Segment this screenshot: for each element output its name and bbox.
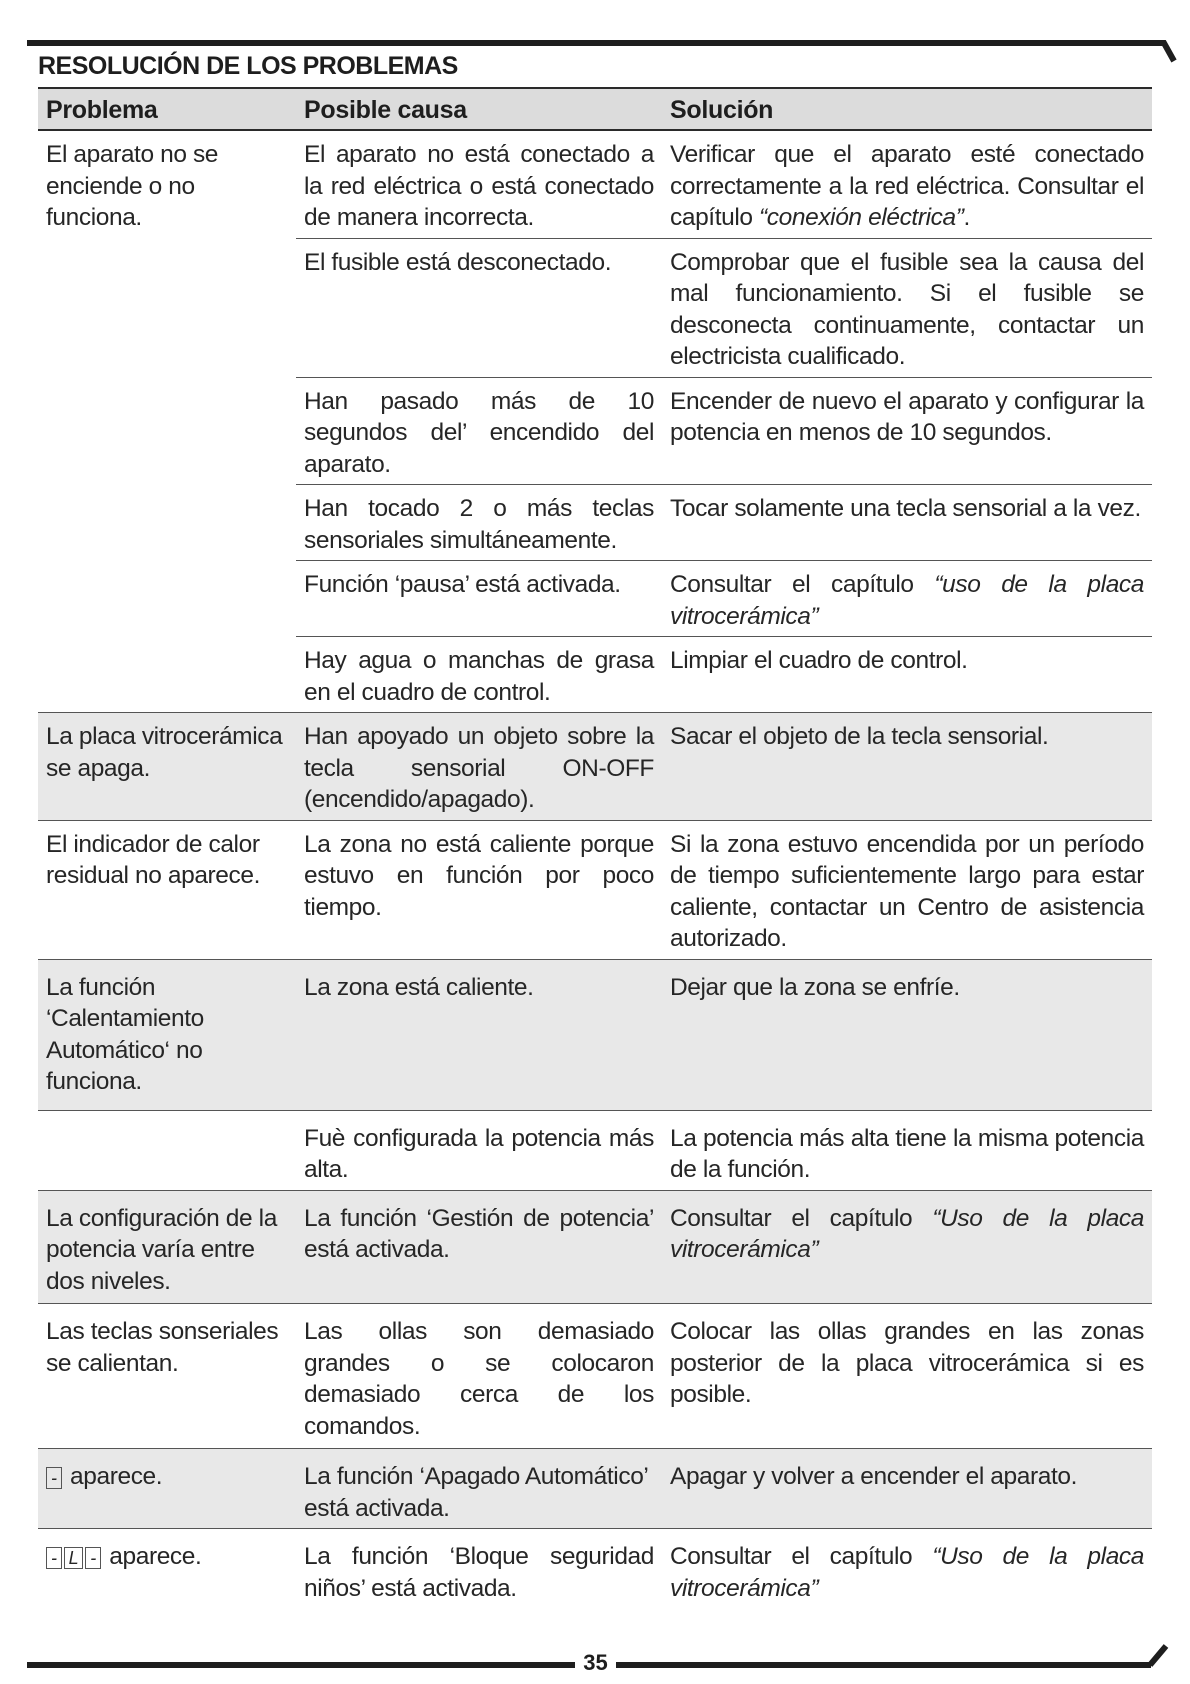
- top-corner-hook: [1138, 37, 1178, 67]
- table-row: [38, 1304, 1152, 1449]
- solution-cell: Consultar el capítulo “Uso de la placa vitrocerámica”: [670, 1543, 1144, 1602]
- cause-cell: La función ‘Bloque seguridad niños’ está activada.: [304, 1543, 654, 1602]
- cause-cell: Han pasado más de 10 segundos del’ encendido del aparato.: [296, 377, 662, 485]
- problem-cell: - L - aparece.: [38, 1529, 296, 1609]
- table-row: [38, 1110, 1152, 1190]
- solution-cell: Comprobar que el fusible sea la causa del mal funcionamiento. Si el fusible se desconecta continuamente, contactar un electricista cualificado.: [662, 238, 1152, 377]
- cause-cell: La función ‘Gestión de potencia’ está activada.: [296, 1190, 662, 1304]
- solution-cell: Sacar el objeto de la tecla sensorial.: [662, 713, 1152, 821]
- display-dash-icon: -: [46, 1467, 62, 1489]
- problem-cell: La placa vitrocerámica se apaga.: [38, 713, 296, 821]
- cause-cell: El aparato no está conectado a la red eléctrica o está conectado de manera incorrecta.: [296, 130, 662, 238]
- page-number: 35: [583, 1650, 608, 1675]
- display-dash-icon: -: [85, 1547, 101, 1569]
- problem-cell: El aparato no se enciende o no funciona.: [38, 130, 296, 713]
- solution-cell: Tocar solamente una tecla sensorial a la vez.: [662, 485, 1152, 561]
- header-problem: Problema: [38, 88, 296, 130]
- troubleshooting-table: [38, 87, 1152, 1608]
- solution-cell: Dejar que la zona se enfríe.: [662, 959, 1152, 1110]
- problem-cell: - aparece.: [38, 1449, 296, 1529]
- cause-cell: Las ollas son demasiado grandes o se colocaron demasiado cerca de los comandos.: [296, 1304, 662, 1449]
- table-row: [38, 713, 1152, 821]
- table-row: [38, 130, 1152, 238]
- top-rule: [27, 40, 1164, 46]
- bottom-corner-hook: [1148, 1640, 1170, 1670]
- solution-cell: Encender de nuevo el aparato y configurar la potencia en menos de 10 segundos.: [662, 377, 1152, 485]
- cause-cell: Fuè configurada la potencia más alta.: [296, 1110, 662, 1190]
- cause-cell: La función ‘Apagado Automático’ está activada.: [296, 1449, 662, 1529]
- header-cause: Posible causa: [296, 88, 662, 130]
- problem-cell: Las teclas sonseriales se calientan.: [38, 1304, 296, 1449]
- solution-cell: Consultar el capítulo “Uso de la placa vitrocerámica”: [662, 1190, 1152, 1304]
- solution-cell: Verificar que el aparato esté conectado correctamente a la red eléctrica. Consultar el capítulo “conexión eléctrica”.: [662, 130, 1152, 238]
- header-solution: Solución: [662, 88, 1152, 130]
- table-row: [38, 820, 1152, 959]
- cause-cell: Hay agua o manchas de grasa en el cuadro de control.: [296, 637, 662, 713]
- page-title: RESOLUCIÓN DE LOS PROBLEMAS: [38, 52, 458, 80]
- table-row: [38, 959, 1152, 1110]
- table-header-row: [38, 88, 1152, 130]
- cause-cell: Función ‘pausa’ está activada.: [296, 561, 662, 637]
- bottom-rule-right: [616, 1662, 1151, 1668]
- table-row: [38, 1190, 1152, 1304]
- solution-cell: La potencia más alta tiene la misma potencia de la función.: [662, 1110, 1152, 1190]
- bottom-rule-left: [27, 1662, 575, 1668]
- problem-cell: La configuración de la potencia varía entre dos niveles.: [38, 1190, 296, 1304]
- solution-cell: Si la zona estuvo encendida por un período de tiempo suficientemente largo para estar caliente, contactar un Centro de asistencia autorizado.: [662, 820, 1152, 959]
- cause-cell: El fusible está desconectado.: [296, 238, 662, 377]
- table-row: [38, 1529, 1152, 1609]
- cause-cell: Han apoyado un objeto sobre la tecla sensorial ON-OFF (encendido/apagado).: [296, 713, 662, 821]
- solution-cell: Limpiar el cuadro de control.: [662, 637, 1152, 713]
- problem-cell-empty: [38, 1110, 296, 1190]
- table-row: [38, 1449, 1152, 1529]
- solution-cell: Colocar las ollas grandes en las zonas posterior de la placa vitrocerámica si es posible.: [662, 1304, 1152, 1449]
- solution-cell: Consultar el capítulo “uso de la placa vitrocerámica”: [662, 561, 1152, 637]
- cause-cell: La zona no está caliente porque estuvo en función por poco tiempo.: [296, 820, 662, 959]
- problem-cell: El indicador de calor residual no aparece.: [38, 820, 296, 959]
- display-dash-icon: -: [46, 1547, 62, 1569]
- cause-cell: Han tocado 2 o más teclas sensoriales simultáneamente.: [296, 485, 662, 561]
- problem-cell: La función ‘Calentamiento Automático‘ no funciona.: [38, 959, 296, 1110]
- solution-cell: Apagar y volver a encender el aparato.: [662, 1449, 1152, 1529]
- display-lock-l-icon: L: [64, 1547, 84, 1569]
- cause-cell: La zona está caliente.: [296, 959, 662, 1110]
